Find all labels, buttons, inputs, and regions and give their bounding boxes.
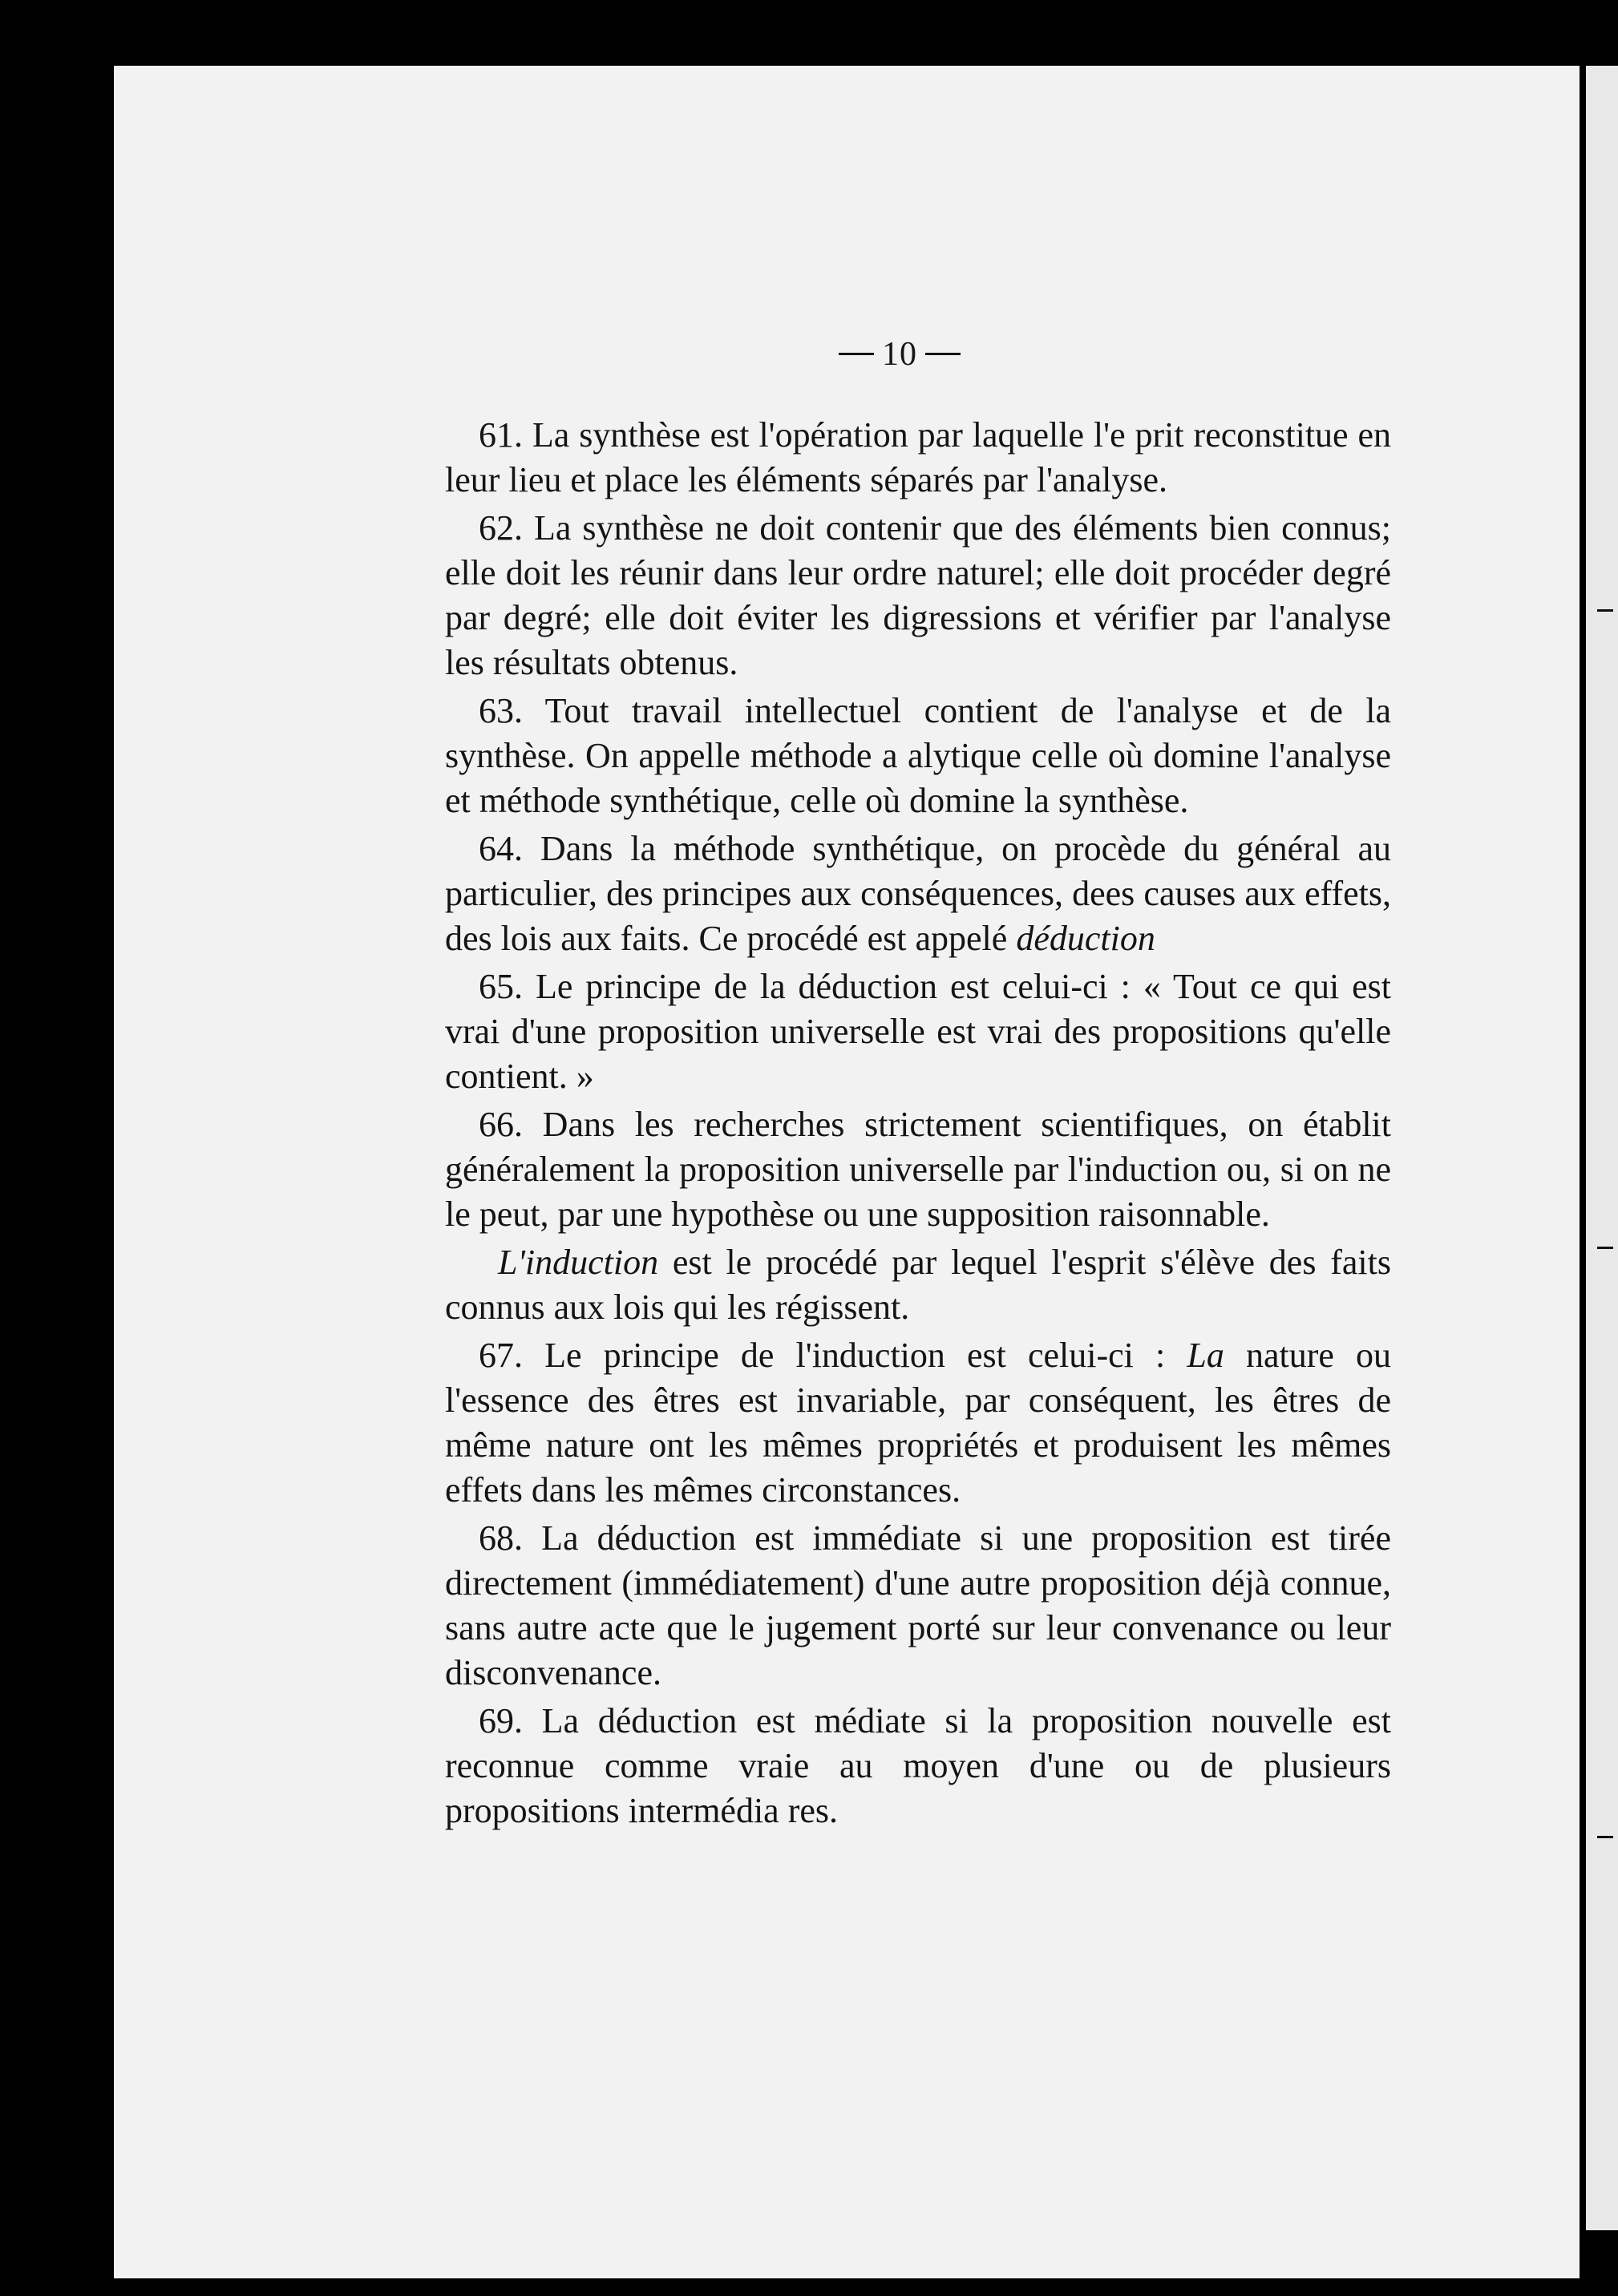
paragraph-text: La déduction est médiate si la proposition nouvelle est reconnue comme vraie au moyen d'une ou de plusieurs propositions intermédia xyxy=(445,1701,1391,1830)
paragraph-64 xyxy=(445,827,1391,961)
page-number xyxy=(831,335,969,374)
paragraph-number: 61. xyxy=(479,415,523,455)
paragraph-text: La synthèse ne doit contenir que des éléments bien connus; elle doit les réunir dans leur ordre naturel; elle doit procéder degré par degré; elle doit éviter les digressions et vérifier par l'analyse les résultats obtenus. xyxy=(445,508,1391,682)
paragraph-text-continued: nature ou l'essence des êtres est invariable, par conséquent, les êtres de même nature ont les mêmes propriétés et produisent les mêmes effets dans les mêmes circonstances. xyxy=(445,1336,1392,1510)
paragraph-68 xyxy=(445,1516,1391,1696)
paragraph-text-continued: alytique celle où domine l'analyse et méthode synthétique, celle où domine la synthèse. xyxy=(445,736,1391,820)
emphasis-term: déduction xyxy=(1016,919,1155,958)
paragraph-text: est le procédé par lequel l'esprit s'élève des faits connus aux lois qui les régissent. xyxy=(445,1243,1391,1327)
paragraph-number: 65. xyxy=(479,967,523,1006)
edge-tick xyxy=(1597,1247,1613,1249)
page-number-dash-left xyxy=(839,353,874,355)
paragraph-number: 62. xyxy=(479,508,523,548)
adjacent-page-edge xyxy=(1586,66,1618,2230)
paragraph-number: 66. xyxy=(479,1105,523,1144)
paragraph-text: Dans les recherches strictement scientifiques, on établit généralement la proposition universelle par l'induction ou, si on ne le peut, par une hypothèse ou une supposition raisonnable. xyxy=(445,1105,1391,1234)
edge-tick xyxy=(1597,1836,1613,1838)
paragraph-number: 63. xyxy=(479,691,523,730)
body-text xyxy=(445,413,1391,1837)
paragraph-number: 64. xyxy=(479,829,523,868)
paragraph-text-continued: res. xyxy=(787,1791,839,1830)
paragraph-67 xyxy=(445,1333,1391,1513)
paragraph-text: Dans la méthode synthétique, on procède du général au particulier, des principes aux conséquences, dees causes aux effets, des lois aux faits. Ce procédé est appelé xyxy=(445,829,1391,958)
paragraph-text-continued: prit reconstitue en leur lieu et place les éléments séparés par l'analyse. xyxy=(445,415,1392,499)
paragraph-text: Tout travail intellectuel contient de l'analyse et de la synthèse. On appelle méthode a xyxy=(445,691,1391,775)
paragraph-induction xyxy=(445,1240,1391,1330)
page-number-dash-right xyxy=(925,353,961,355)
paragraph-number: 68. xyxy=(479,1518,523,1558)
paragraph-text: Le principe de la déduction est celui-ci : « Tout ce qui est vrai d'une proposition universelle est vrai des propositions qu'elle contient. » xyxy=(445,967,1391,1096)
emphasis-term: L'induction xyxy=(498,1243,659,1282)
paragraph-61 xyxy=(445,413,1391,503)
paragraph-number: 67. xyxy=(479,1336,523,1375)
paragraph-text: La synthèse est l'opération par laquelle l'e xyxy=(523,415,1126,455)
paragraph-66 xyxy=(445,1102,1391,1237)
paragraph-62 xyxy=(445,506,1391,685)
paragraph-63 xyxy=(445,689,1391,823)
paragraph-number: 69. xyxy=(479,1701,523,1740)
page-number-value: 10 xyxy=(882,336,917,373)
paragraph-text: La déduction est immédiate si une proposition est tirée directement (immédiatement) d'une autre proposition déjà connue, sans autre acte que le jugement porté sur leur convenance ou leur disconvenance. xyxy=(445,1518,1391,1692)
paragraph-65 xyxy=(445,964,1391,1099)
edge-tick xyxy=(1597,609,1613,612)
paragraph-text: Le principe de l'induction est celui-ci : xyxy=(523,1336,1187,1375)
paragraph-69 xyxy=(445,1699,1391,1833)
emphasis-term: La xyxy=(1187,1336,1224,1375)
